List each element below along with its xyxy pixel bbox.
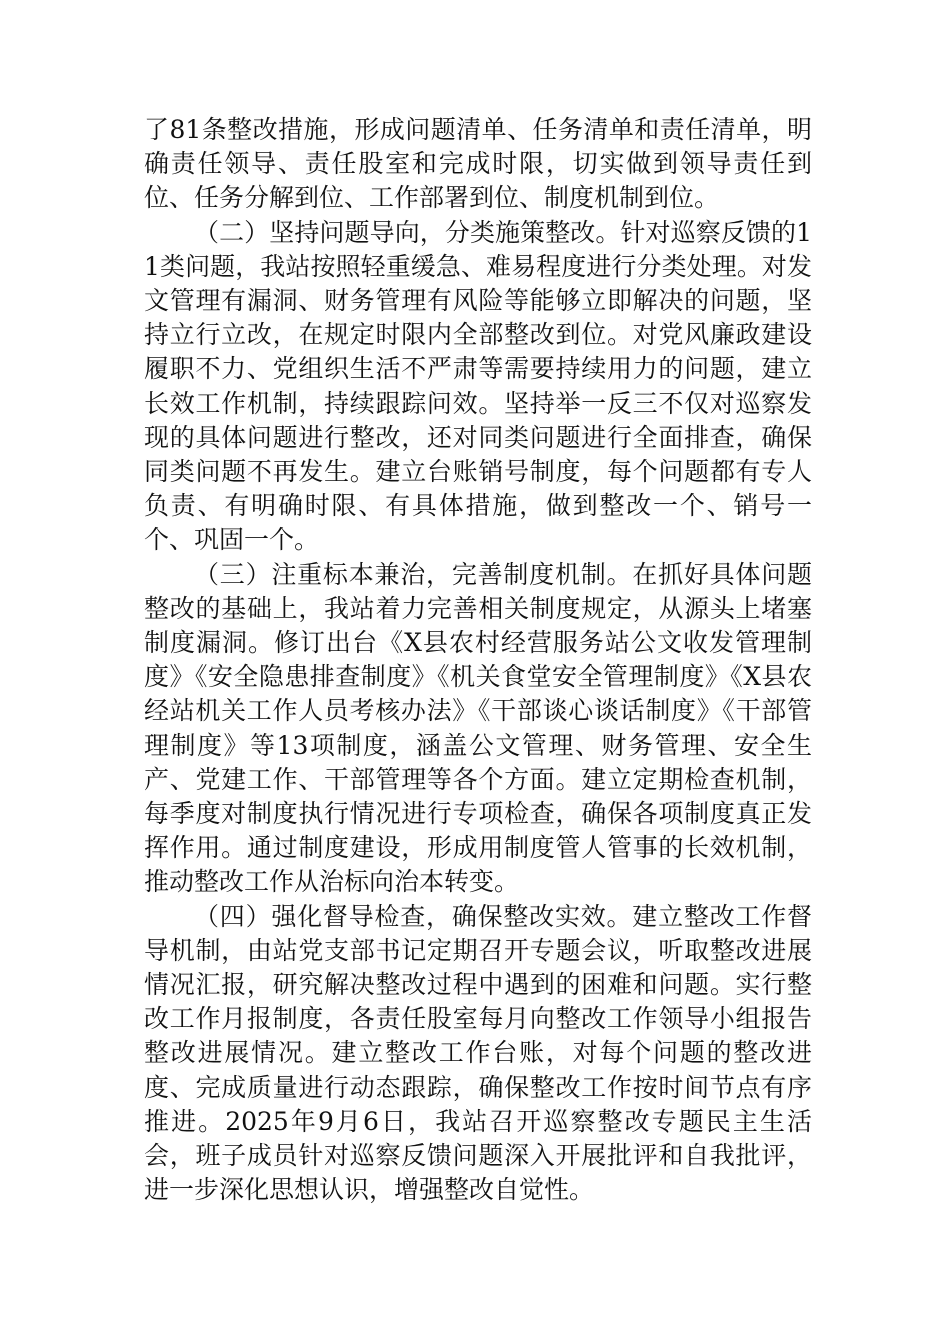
paragraph-section-2: （二）坚持问题导向，分类施策整改。针对巡察反馈的11类问题，我站按照轻重缓急、难易程度进行分类处理。对发文管理有漏洞、财务管理有风险等能够立即解决的问题，坚持立行立改，在规定时限内全部整改到位。对党风廉政建设履职不力、党组织生活不严肃等需要持续用力的问题，建立长效工作机制，持续跟踪问效。坚持举一反三不仅对巡察发现的具体问题进行整改，还对同类问题进行全面排查，确保同类问题不再发生。建立台账销号制度，每个问题都有专人负责、有明确时限、有具体措施，做到整改一个、销号一个、巩固一个。 [144,217,812,555]
document-body [144,113,812,1208]
paragraph-section-4: （四）强化督导检查，确保整改实效。建立整改工作督导机制，由站党支部书记定期召开专题会议，听取整改进展情况汇报，研究解决整改过程中遇到的困难和问题。实行整改工作月报制度，各责任股室每月向整改工作领导小组报告整改进展情况。建立整改工作台账，对每个问题的整改进度、完成质量进行动态跟踪，确保整改工作按时间节点有序推进。2025年9月6日，我站召开巡察整改专题民主生活会，班子成员针对巡察反馈问题深入开展批评和自我批评，进一步深化思想认识，增强整改自觉性。 [144,901,812,1205]
paragraph-continuation: 了81条整改措施，形成问题清单、任务清单和责任清单，明确责任领导、责任股室和完成时限，切实做到领导责任到位、任务分解到位、工作部署到位、制度机制到位。 [144,115,812,213]
paragraph-section-3: （三）注重标本兼治，完善制度机制。在抓好具体问题整改的基础上，我站着力完善相关制度规定，从源头上堵塞制度漏洞。修订出台《X县农村经营服务站公文收发管理制度》《安全隐患排查制度》《机关食堂安全管理制度》《X县农经站机关工作人员考核办法》《干部谈心谈话制度》《干部管理制度》等13项制度，涵盖公文管理、财务管理、安全生产、党建工作、干部管理等各个方面。建立定期检查机制，每季度对制度执行情况进行专项检查，确保各项制度真正发挥作用。通过制度建设，形成用制度管人管事的长效机制，推动整改工作从治标向治本转变。 [144,559,812,897]
